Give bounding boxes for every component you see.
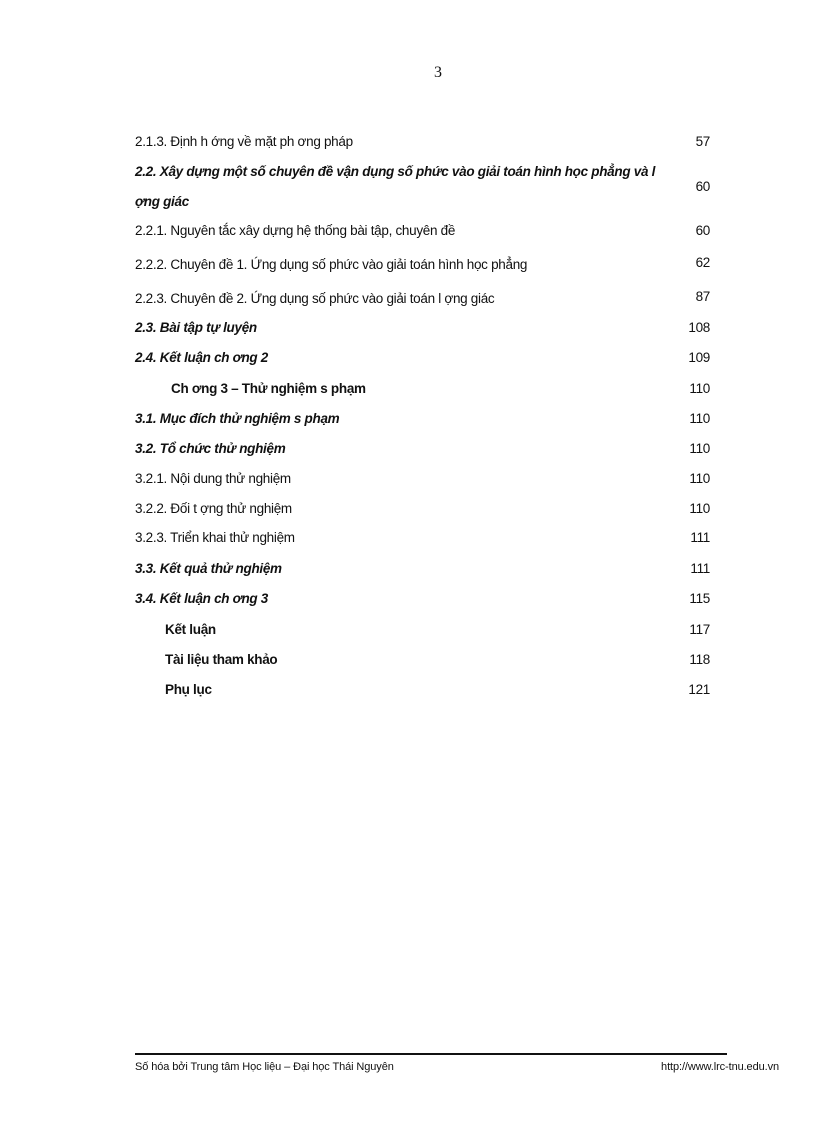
- toc-entry-3-2-2: [135, 498, 710, 520]
- page-number: 3: [434, 64, 442, 81]
- toc-entry-2-4: [135, 347, 710, 369]
- toc-entry-page: 60: [695, 179, 710, 194]
- toc-entry-page: 60: [695, 223, 710, 238]
- toc-entry-3-1: [135, 408, 710, 430]
- toc-entry-title: 3.1. Mục đích thử nghiệm s phạm: [135, 411, 340, 426]
- toc-entry-title: 2.4. Kết luận ch ơng 2: [135, 350, 268, 365]
- toc-entry-page: 110: [689, 501, 710, 516]
- toc-entry-title: 3.4. Kết luận ch ơng 3: [135, 591, 268, 606]
- toc-entry-page: 110: [689, 381, 710, 396]
- toc-entry-title: 2.2. Xây dựng một số chuyên đề vận dụng số phức vào giải toán hình học phẳng và l ợng giác: [135, 164, 656, 209]
- toc-entry-page: 121: [688, 682, 710, 697]
- toc-entry-2-2-3: [135, 288, 710, 310]
- toc-entry-3-3: [135, 558, 710, 580]
- toc-entry-2-1-3: [135, 131, 710, 153]
- toc-entry-2-2-2: [135, 254, 710, 276]
- toc-entry-page: 118: [689, 652, 710, 667]
- toc-entry-2-3: [135, 317, 710, 339]
- footer-divider: [135, 1053, 727, 1055]
- toc-entry-page: 110: [689, 411, 710, 426]
- toc-entry-page: 117: [689, 622, 710, 637]
- toc-entry-page: 111: [690, 561, 710, 576]
- toc-entry-3-2: [135, 438, 710, 460]
- toc-entry-3-2-3: [135, 527, 710, 549]
- toc-entry-title: 2.1.3. Định h ớng về mặt ph ơng pháp: [135, 134, 353, 149]
- toc-entry-page: 62: [695, 255, 710, 270]
- toc-entry-page: 87: [695, 289, 710, 304]
- toc-entry-3-4: [135, 588, 710, 610]
- footer-source-text: Số hóa bởi Trung tâm Học liệu – Đại học Thái Nguyên: [135, 1061, 394, 1073]
- toc-entry-title: Phụ lục: [165, 682, 212, 697]
- toc-entry-page: 111: [690, 530, 710, 545]
- toc-entry-page: 115: [689, 591, 710, 606]
- toc-entry-page: 110: [689, 471, 710, 486]
- toc-entry-title: 3.2. Tổ chức thử nghiệm: [135, 441, 286, 456]
- toc-entry-title: Kết luận: [165, 622, 216, 637]
- toc-entry-title: 3.2.3. Triển khai thử nghiệm: [135, 530, 295, 545]
- toc-entry-page: 57: [695, 134, 710, 149]
- toc-entry-title: Tài liệu tham khảo: [165, 652, 278, 667]
- toc-entry-title: 2.2.1. Nguyên tắc xây dựng hệ thống bài tập, chuyên đề: [135, 223, 456, 238]
- toc-entry-conclusion: [135, 619, 710, 641]
- toc-entry-references: [135, 649, 710, 671]
- toc-entry-page: 109: [688, 350, 710, 365]
- toc-entry-title: 2.2.3. Chuyên đề 2. Ứng dụng số phức vào giải toán l ợng giác: [135, 291, 495, 306]
- toc-entry-title: 3.2.1. Nội dung thử nghiệm: [135, 471, 291, 486]
- toc-entry-title: 3.3. Kết quả thử nghiệm: [135, 561, 282, 576]
- toc-entry-2-2-1: [135, 220, 710, 242]
- toc-entry-appendix: [135, 679, 710, 701]
- footer-url: http://www.lrc-tnu.edu.vn: [661, 1061, 779, 1073]
- toc-entry-chapter-3: [135, 378, 710, 400]
- toc-entry-title: 2.3. Bài tập tự luyện: [135, 320, 257, 335]
- toc-entry-page: 108: [688, 320, 710, 335]
- toc-entry-title: 2.2.2. Chuyên đề 1. Ứng dụng số phức vào giải toán hình học phẳng: [135, 257, 528, 272]
- toc-entry-2-2: [135, 157, 710, 217]
- toc-entry-3-2-1: [135, 468, 710, 490]
- toc-entry-title: Ch ơng 3 – Thử nghiệm s phạm: [171, 381, 366, 396]
- toc-entry-page: 110: [689, 441, 710, 456]
- toc-entry-title: 3.2.2. Đối t ợng thử nghiệm: [135, 501, 292, 516]
